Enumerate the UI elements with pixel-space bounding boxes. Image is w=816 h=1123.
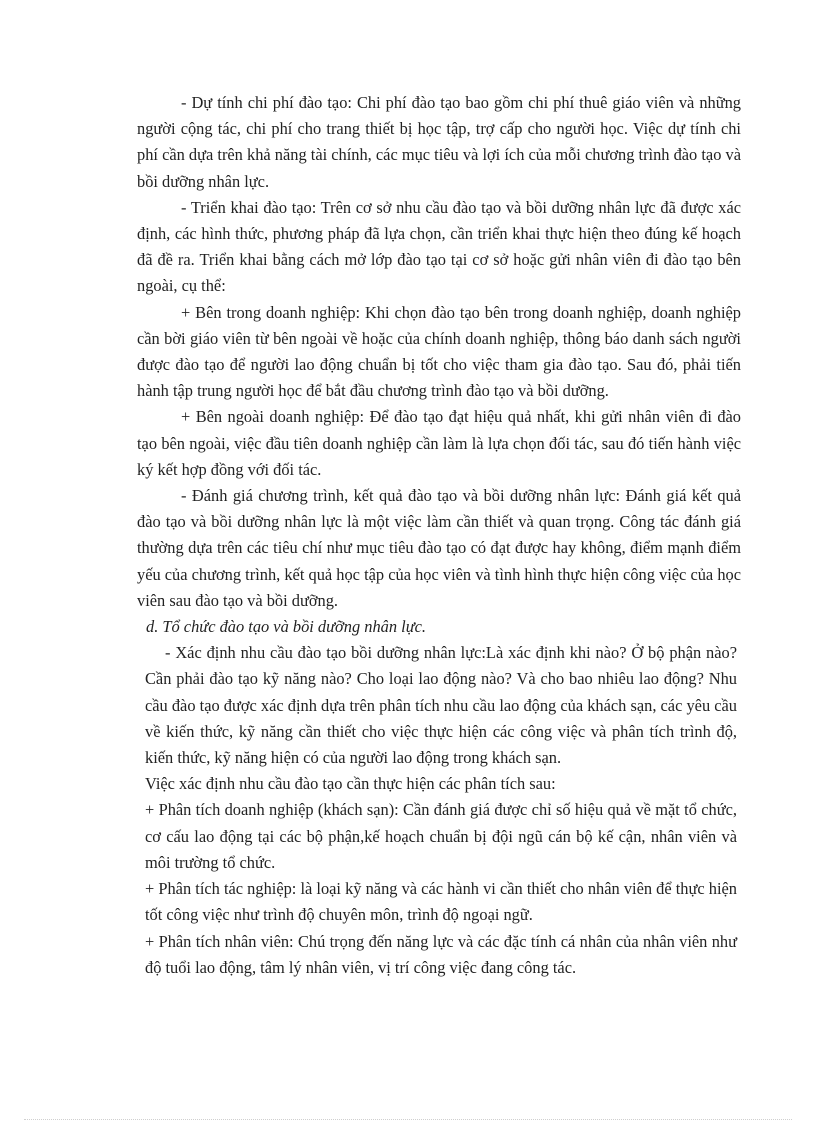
section-subheading: d. Tổ chức đào tạo và bồi dưỡng nhân lực. <box>146 617 427 637</box>
paragraph-training-implementation: - Triển khai đào tạo: Trên cơ sở nhu cầu đào tạo và bồi dưỡng nhân lực đã được xác định, các hình thức, phương pháp đã lựa chọn, cần triển khai thực hiện theo đúng kế hoạch đã đề ra. Triển khai bằng cách mở lớp đào tạo tại cơ sở hoặc gửi nhân viên đi đào tạo bên ngoài, cụ thể: <box>137 197 741 296</box>
paragraph-enterprise-analysis: + Phân tích doanh nghiệp (khách sạn): Cần đánh giá được chỉ số hiệu quả về mặt tổ chức, cơ cấu lao động tại các bộ phận,kế hoạch chuẩn bị đội ngũ cán bộ kế cận, nhân viên và môi trường tổ chức. <box>145 800 737 872</box>
paragraph-cost-estimate: - Dự tính chi phí đào tạo: Chi phí đào tạo bao gồm chi phí thuê giáo viên và những người cộng tác, chi phí cho trang thiết bị học tập, trợ cấp cho người học. Việc dự tính chi phí cần dựa trên khả năng tài chính, các mục tiêu và lợi ích của mỗi chương trình đào tạo và bồi dưỡng nhân lực. <box>137 93 741 191</box>
section-d-body <box>145 640 737 981</box>
paragraph-task-analysis: + Phân tích tác nghiệp: là loại kỹ năng và các hành vi cần thiết cho nhân viên để thực hiện tốt công việc như trình độ chuyên môn, trình độ ngoại ngữ. <box>145 879 737 925</box>
paragraph-employee-analysis: + Phân tích nhân viên: Chú trọng đến năng lực và các đặc tính cá nhân của nhân viên như độ tuổi lao động, tâm lý nhân viên, vị trí công việc đang công tác. <box>145 931 737 977</box>
paragraph-internal-training: + Bên trong doanh nghiệp: Khi chọn đào tạo bên trong doanh nghiệp, doanh nghiệp cần bời giáo viên từ bên ngoài về hoặc của chính doanh nghiệp, thông báo danh sách người được đào tạo để người lao động chuẩn bị tốt cho việc tham gia đào tạo. Sau đó, phải tiến hành tập trung người học để bắt đầu chương trình đào tạo và bồi dưỡng. <box>137 302 741 401</box>
paragraph-needs-identification: - Xác định nhu cầu đào tạo bồi dưỡng nhân lực:Là xác định khi nào? Ở bộ phận nào? Cần phải đào tạo kỹ năng nào? Cho loại lao động nào? Và cho bao nhiêu lao động? Nhu cầu đào tạo được xác định dựa trên phân tích nhu cầu lao động của khách sạn, các yêu cầu về kiến thức, kỹ năng cần thiết cho việc thực hiện các công việc và phân tích trình độ, kiến thức, kỹ năng hiện có của người lao động trong khách sạn. <box>145 643 737 768</box>
paragraph-evaluation: - Đánh giá chương trình, kết quả đào tạo và bồi dưỡng nhân lực: Đánh giá kết quả đào tạo và bồi dưỡng nhân lực là một việc làm cần thiết và quan trọng. Công tác đánh giá thường dựa trên các tiêu chí như mục tiêu đào tạo có đạt được hay không, điểm mạnh điểm yếu của chương trình, kết quả học tập của học viên và tình hình thực hiện công việc của học viên sau đào tạo và bồi dưỡng. <box>137 486 741 610</box>
paragraph-external-training: + Bên ngoài doanh nghiệp: Để đào tạo đạt hiệu quả nhất, khi gửi nhân viên đi đào tạo bên ngoài, việc đầu tiên doanh nghiệp cần làm là lựa chọn đối tác, sau đó tiến hành việc ký kết hợp đồng với đối tác. <box>137 407 741 479</box>
document-body <box>137 90 741 981</box>
paragraph-analysis-intro: Việc xác định nhu cầu đào tạo cần thực hiện các phân tích sau: <box>145 774 556 794</box>
page-bottom-divider <box>24 1119 792 1120</box>
